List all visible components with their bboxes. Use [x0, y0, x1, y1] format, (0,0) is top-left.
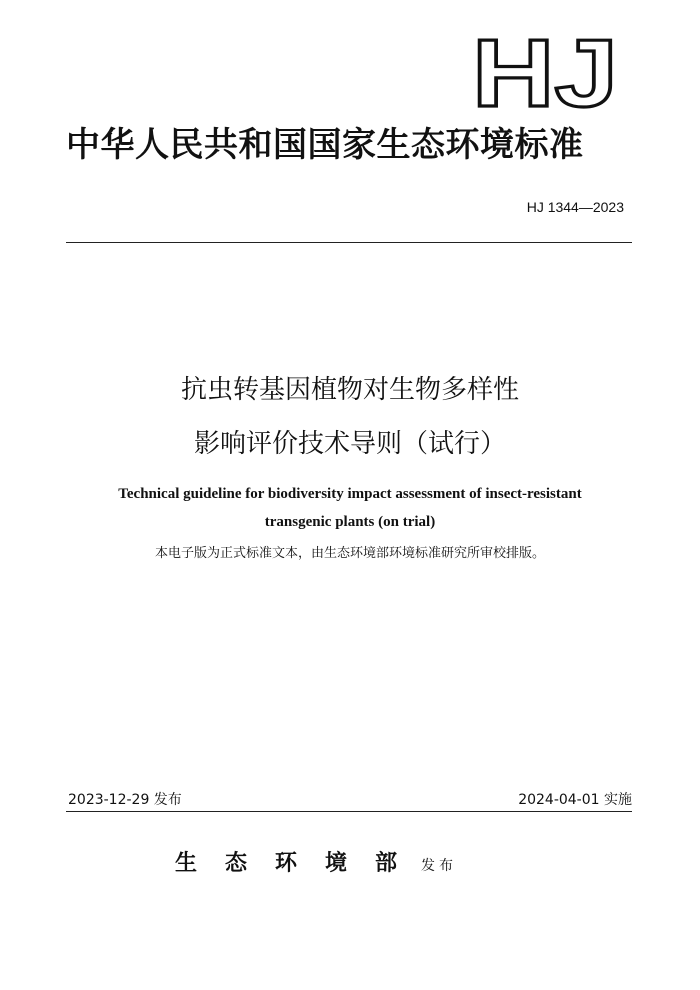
title-en-line1: Technical guideline for biodiversity impact assessment of insect-resistant	[118, 486, 582, 502]
title-zh-line1: 抗虫转基因植物对生物多样性	[180, 375, 519, 405]
standard-category-title: 中华人民共和国国家生态环境标准	[66, 125, 584, 165]
implementation-date: 2024-04-01 实施	[518, 792, 632, 808]
standard-number: HJ 1344—2023	[526, 199, 624, 215]
publisher-name: 生态环境部	[175, 850, 426, 876]
issue-date: 2023-12-29 发布	[68, 792, 182, 808]
publisher-line	[175, 848, 457, 881]
bottom-divider	[66, 811, 632, 812]
hj-logo	[472, 30, 622, 112]
publisher-suffix: 发布	[421, 858, 458, 874]
title-en-line2: transgenic plants (on trial)	[264, 514, 436, 530]
svg-text:HJ: HJ	[472, 30, 618, 112]
top-divider	[66, 242, 632, 243]
edition-note: 本电子版为正式标准文本，由生态环境部环境标准研究所审校排版。	[154, 546, 545, 561]
title-zh-line2: 影响评价技术导则（试行）	[193, 429, 506, 459]
